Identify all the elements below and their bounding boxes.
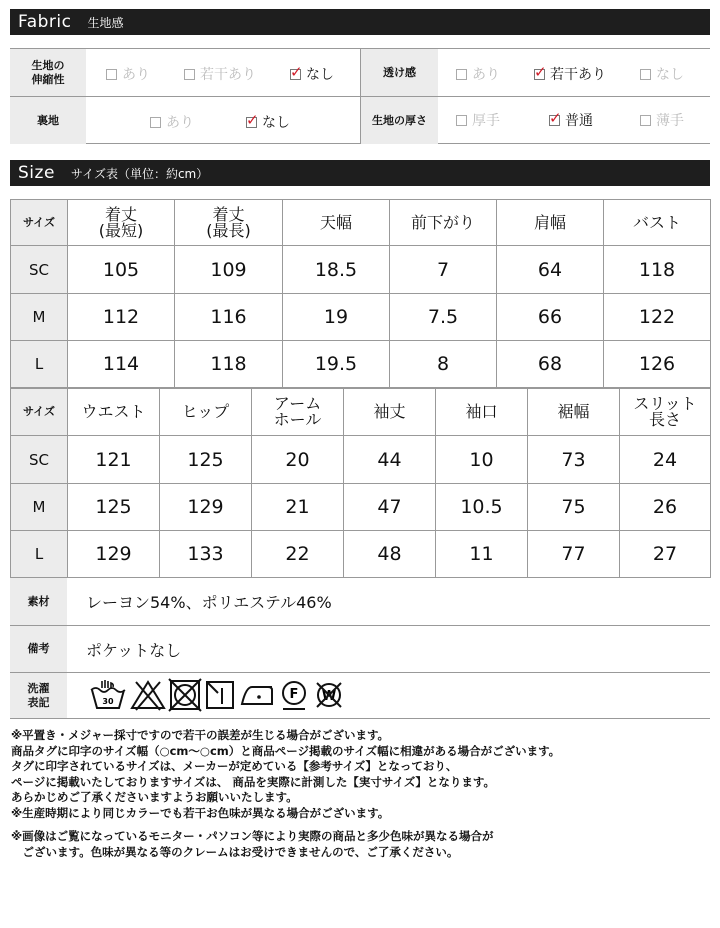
note-line: ※画像はご覧になっているモニター・パソコン等により実際の商品と多少色味が異なる場合が [11,829,494,843]
fabric-subheading: 生地感 [87,15,124,30]
size-label: M [11,484,68,531]
check-mark-icon: ✓ [246,110,259,129]
column-header: 前下がり [390,200,497,246]
fabric-properties [10,48,710,144]
column-header: 着丈 (最長) [175,200,283,246]
table-cell: 121 [68,436,160,484]
table-cell: 109 [175,246,283,294]
table-row [11,436,711,484]
size-table-1 [10,199,711,388]
size-heading: Size [18,163,55,183]
stretch-option-yes[interactable]: あり [106,64,150,84]
sheerness-label: 透け感 [361,49,438,96]
material-row [10,578,710,626]
size-label: L [11,341,68,388]
table-cell: 20 [252,436,344,484]
note-line: ※平置き・メジャー採寸ですので若干の誤差が生じる場合がございます。 [11,728,390,742]
table-cell: 47 [344,484,436,531]
table-cell: 129 [160,484,252,531]
column-header: 肩幅 [497,200,604,246]
column-header: アーム ホール [252,389,344,436]
table-cell: 114 [68,341,175,388]
notes-block-1 [11,728,560,806]
notes-block-3 [11,829,493,860]
table-cell: 22 [252,531,344,578]
no-bleach-icon [130,678,166,712]
table-cell: 11 [436,531,528,578]
care-symbols [88,678,346,712]
checkbox[interactable] [456,115,467,126]
table-row [11,246,711,294]
note-line: 商品タグに印字のサイズ幅（○cm〜○cm）と商品ページ掲載のサイズ幅に相違がある場合がございます。 [11,743,561,758]
table-row [11,341,711,388]
size-subheading: サイズ表（単位：約cm） [70,166,209,181]
column-header: 袖丈 [344,389,436,436]
dry-clean-f-icon [278,678,310,712]
iron-low-icon [238,678,276,712]
table-cell: 44 [344,436,436,484]
column-header: 袖口 [436,389,528,436]
table-cell: 112 [68,294,175,341]
table-cell: 19 [283,294,390,341]
table-cell: 105 [68,246,175,294]
size-header [10,160,710,186]
svg-text:30: 30 [102,697,114,706]
thickness-option-normal[interactable]: ✓ 普通 [549,108,593,129]
thickness-option-thick[interactable]: 厚手 [456,110,500,130]
table-cell: 21 [252,484,344,531]
checkbox[interactable] [150,117,161,128]
column-header: バスト [604,200,711,246]
column-header: ヒップ [160,389,252,436]
table-cell: 8 [390,341,497,388]
sheer-option-yes[interactable]: あり [456,64,500,84]
checkbox[interactable] [106,69,117,80]
thickness-label: 生地の厚さ [361,97,438,144]
table-row [11,531,711,578]
lining-label: 裏地 [10,97,86,144]
checkbox[interactable] [456,69,467,80]
table-cell: 129 [68,531,160,578]
material-label: 素材 [10,578,67,625]
table-cell: 19.5 [283,341,390,388]
remarks-label: 備考 [10,626,67,672]
thickness-option-thin[interactable]: 薄手 [640,110,684,130]
column-header: 天幅 [283,200,390,246]
table-row [11,484,711,531]
table-cell: 118 [175,341,283,388]
sheer-option-slight[interactable]: ✓ 若干あり [534,62,606,83]
stretch-label: 生地の 伸縮性 [10,49,86,96]
remarks-row [10,626,710,673]
remarks-value: ポケットなし [86,640,182,660]
svg-text:W: W [321,689,337,704]
size-label: L [11,531,68,578]
notes-block-2 [11,806,389,822]
table-cell: 75 [528,484,620,531]
size-column-header: サイズ [11,200,68,246]
table-cell: 125 [68,484,160,531]
checkbox[interactable] [246,110,259,129]
fabric-heading: Fabric [18,12,72,32]
size-label: SC [11,436,68,484]
size-label: SC [11,246,68,294]
stretch-option-none[interactable]: ✓ なし [290,62,334,83]
size-column-header: サイズ [11,389,68,436]
check-mark-icon: ✓ [290,62,303,81]
care-label: 洗濯 表記 [10,673,67,718]
size-label: M [11,294,68,341]
table-cell: 26 [620,484,711,531]
svg-text:F: F [289,687,299,702]
table-cell: 24 [620,436,711,484]
lining-option-yes[interactable]: あり [150,112,194,132]
table-cell: 73 [528,436,620,484]
checkbox[interactable] [290,62,303,81]
table-cell: 77 [528,531,620,578]
care-row [10,673,710,719]
check-mark-icon: ✓ [534,62,547,81]
table-cell: 27 [620,531,711,578]
checkbox[interactable] [534,62,547,81]
material-value: レーヨン54%、ポリエステル46% [86,593,332,612]
no-wet-clean-icon [312,678,346,712]
note-line: タグに印字されているサイズは、メーカーが定めている【参考サイズ】となっており、 [11,759,458,773]
size-table-2 [10,388,711,578]
column-header: 裾幅 [528,389,620,436]
table-cell: 122 [604,294,711,341]
table-cell: 118 [604,246,711,294]
table-cell: 66 [497,294,604,341]
note-line: ※生産時期により同じカラーでも若干お色味が異なる場合がございます。 [11,806,390,820]
checkbox[interactable] [640,69,651,80]
check-mark-icon: ✓ [549,108,562,127]
line-dry-shade-icon [204,678,236,712]
table-cell: 125 [160,436,252,484]
fabric-header [10,9,710,35]
checkbox[interactable] [640,115,651,126]
table-cell: 10 [436,436,528,484]
table-cell: 10.5 [436,484,528,531]
table-cell: 64 [497,246,604,294]
hand-wash-30-icon [88,678,128,712]
table-cell: 116 [175,294,283,341]
note-line: あらかじめご了承くださいますようお願いいたします。 [11,790,298,804]
column-header: ウエスト [68,389,160,436]
column-header: スリット 長さ [620,389,711,436]
sheer-option-none[interactable]: なし [640,64,684,84]
note-line: ございます。色味が異なる等のクレームはお受けできませんので、ご了承ください。 [11,844,459,859]
table-cell: 126 [604,341,711,388]
lining-option-none[interactable]: ✓ なし [246,110,290,131]
table-cell: 48 [344,531,436,578]
checkbox[interactable] [549,108,562,127]
column-header: 着丈 (最短) [68,200,175,246]
no-tumble-dry-icon [168,678,202,712]
checkbox[interactable] [184,69,195,80]
table-cell: 18.5 [283,246,390,294]
table-cell: 7.5 [390,294,497,341]
table-cell: 68 [497,341,604,388]
table-cell: 133 [160,531,252,578]
stretch-option-slight[interactable]: 若干あり [184,64,256,84]
note-line: ページに掲載いたしておりますサイズは、 商品を実際に計測した【実寸サイズ】となります。 [11,774,496,789]
table-row [11,294,711,341]
table-cell: 7 [390,246,497,294]
